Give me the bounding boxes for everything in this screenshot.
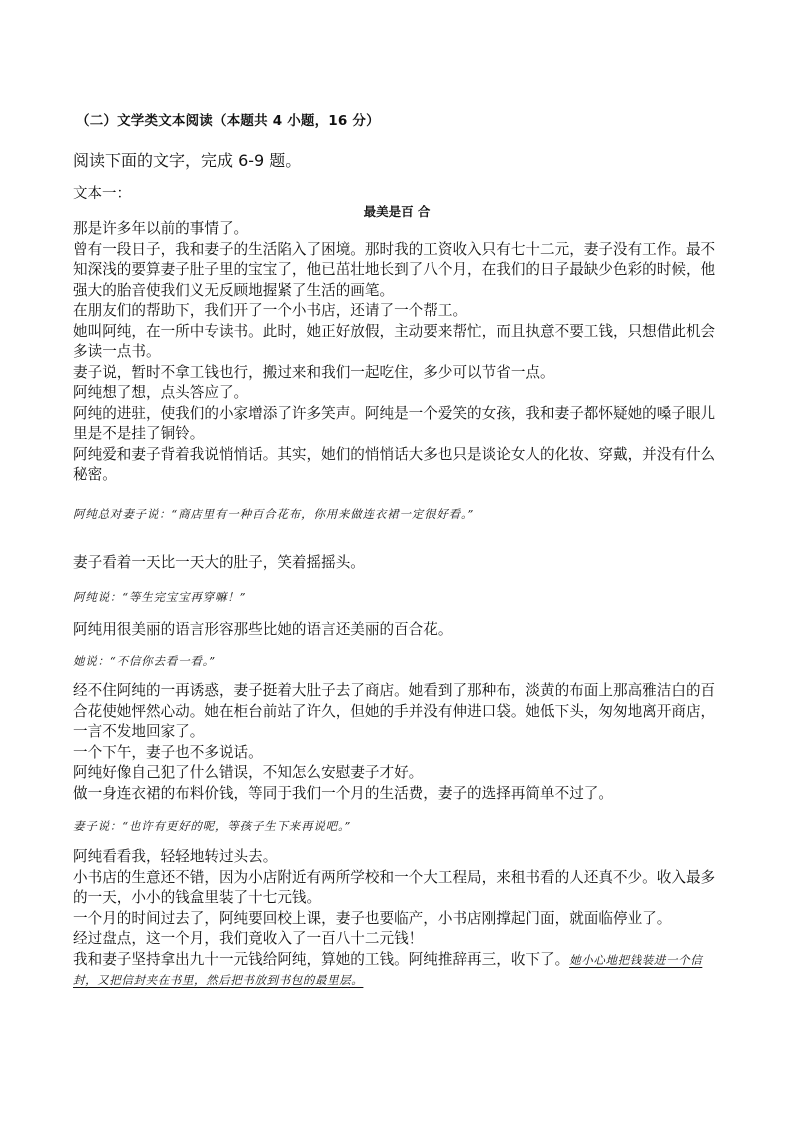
paragraph: 阿纯用很美丽的语言形容那些比她的语言还美丽的百合花。 [73, 621, 453, 638]
paragraph: 经不住阿纯的一再诱惑，妻子挺着大肚子去了商店。她看到了那种布，淡黄的布面上那高雅洁白的百合花使她怦然心动。她在柜台前站了许久，但她的手并没有伸进口袋。她低下头，匆匆地离开商店，一言不发地回家了。 [73, 682, 716, 740]
paragraph: 在朋友们的帮助下，我们开了一个小书店，还请了一个帮工。 [73, 302, 468, 319]
dialogue-line: 阿纯总对妻子说：“商店里有一种百合花布，你用来做连衣裙一定很好看。” [73, 507, 475, 521]
paragraph: 经过盘点，这一个月，我们竟收入了一百八十二元钱！ [73, 930, 424, 947]
text-label: 文本一： [73, 186, 131, 202]
dialogue-line: 妻子说：“也许有更好的呢，等孩子生下来再说吧。” [73, 819, 352, 833]
underlined-sentence: 她小心地把钱装进一个信封，又把信封夹在书里，然后把书放到书包的最里层。 [73, 952, 703, 987]
reading-instruction: 阅读下面的文字，完成 6-9 题。 [73, 151, 302, 170]
dialogue-line: 她说：“不信你去看一看。” [73, 654, 216, 668]
paragraph: 阿纯好像自己犯了什么错误，不知怎么安慰妻子才好。 [73, 764, 424, 781]
paragraph-block-2 [73, 681, 725, 804]
paragraph: 妻子看着一天比一天大的肚子，笑着摇摇头。 [73, 554, 365, 571]
final-plain-text: 我和妻子坚持拿出九十一元钱给阿纯，算她的工钱。阿纯推辞再三，收下了。 [73, 950, 570, 968]
paragraph: 阿纯爱和妻子背着我说悄悄话。其实，她们的悄悄话大多也只是谈论女人的化妆、穿戴，并没有什么秘密。 [73, 445, 716, 483]
paragraph: 小书店的生意还不错，因为小店附近有两所学校和一个大工程局，来租书看的人还真不少。收入最多的一天，小小的钱盒里装了十七元钱。 [73, 868, 716, 906]
paragraph: 她叫阿纯，在一所中专读书。此时，她正好放假，主动要来帮忙，而且执意不要工钱，只想借此机会多读一点书。 [73, 322, 716, 360]
paragraph: 阿纯想了想，点头答应了。 [73, 384, 249, 401]
paragraph-block-3 [73, 847, 725, 991]
story-title: 最美是百 合 [363, 204, 431, 219]
paragraph: 妻子说，暂时不拿工钱也行，搬过来和我们一起吃住，多少可以节省一点。 [73, 363, 555, 381]
paragraph: 一个下午，妻子也不多说话。 [73, 743, 263, 761]
paragraph: 那是许多年以前的事情了。 [73, 220, 249, 237]
paragraph-block-1 [73, 219, 725, 486]
dialogue-line: 阿纯说：“等生完宝宝再穿嘛！” [73, 590, 247, 604]
section-title: （二）文学类文本阅读（本题共 4 小题，16 分） [76, 113, 380, 129]
final-paragraph [73, 950, 725, 991]
paragraph: 一个月的时间过去了，阿纯要回校上课，妻子也要临产，小书店刚撑起门面，就面临停业了。 [73, 909, 672, 927]
paragraph: 阿纯看看我，轻轻地转过头去。 [73, 848, 278, 865]
paragraph: 曾有一段日子，我和妻子的生活陷入了困境。那时我的工资收入只有七十二元，妻子没有工作。最不知深浅的要算妻子肚子里的宝宝了，他已茁壮地长到了八个月，在我们的日子最缺少色彩的时候，他强大的胎音使我们义无反顾地握紧了生活的画笔。 [73, 240, 716, 299]
paragraph: 做一身连衣裙的布料价钱，等同于我们一个月的生活费，妻子的选择再简单不过了。 [73, 784, 613, 802]
paragraph: 阿纯的进驻，使我们的小家增添了许多笑声。阿纯是一个爱笑的女孩，我和妻子都怀疑她的嗓子眼儿里是不是挂了铜铃。 [73, 404, 716, 442]
